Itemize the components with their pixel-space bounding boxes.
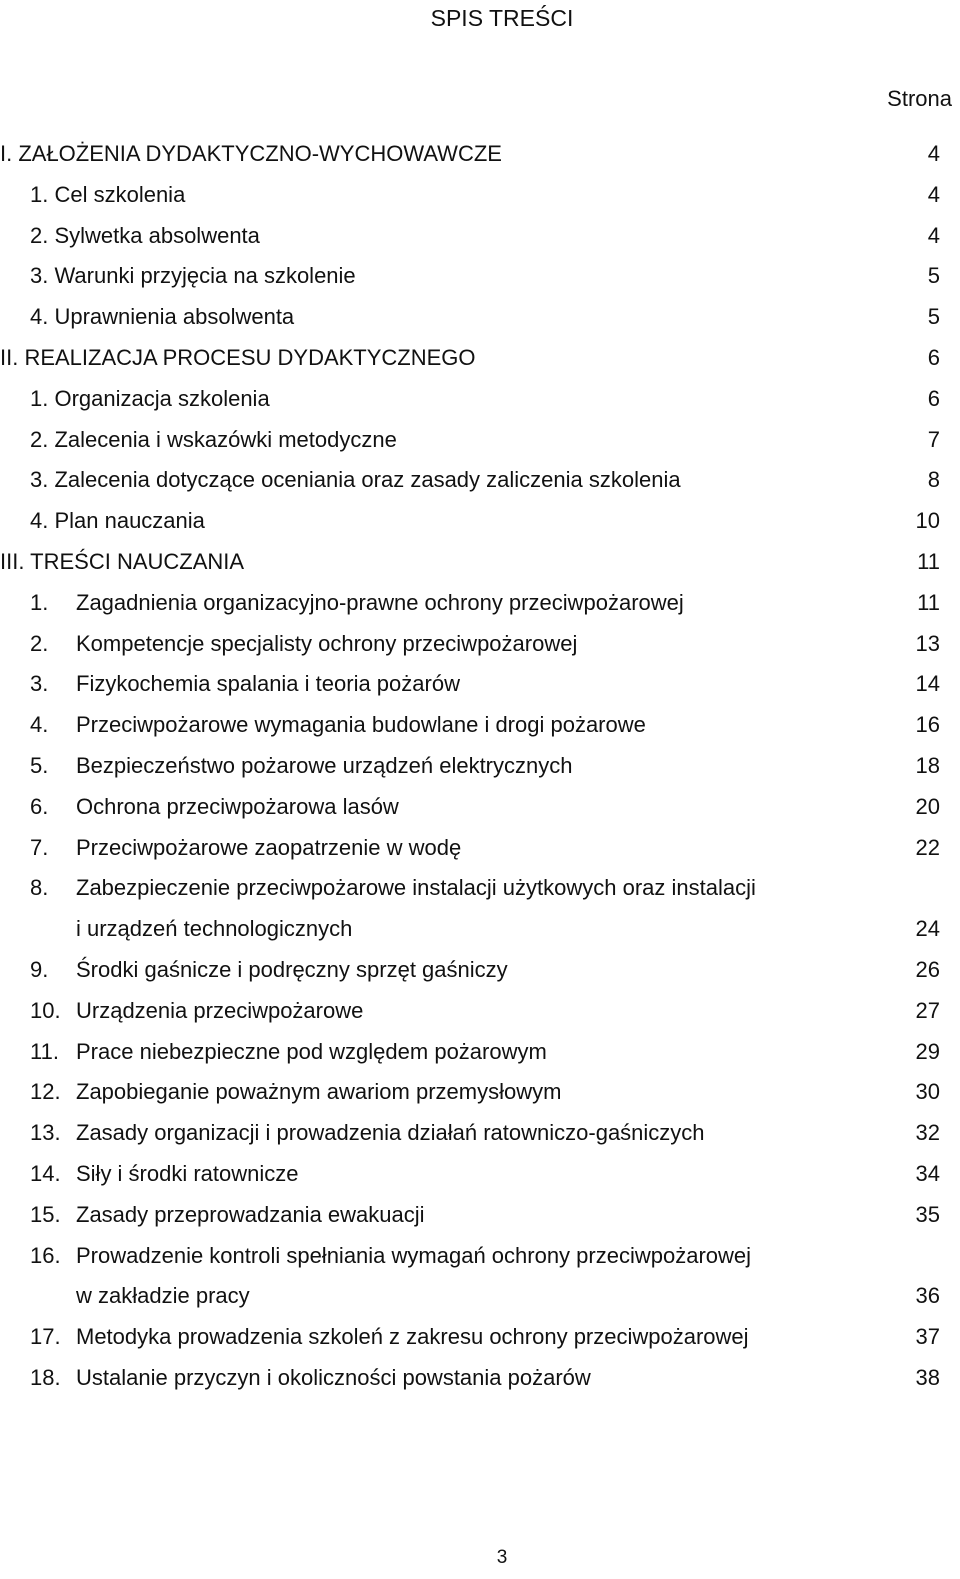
toc-entry-title: Metodyka prowadzenia szkoleń z zakresu ochrony przeciwpożarowej: [76, 1324, 749, 1350]
toc-entry-page: 6: [927, 385, 940, 411]
toc-entry: [0, 1032, 960, 1073]
toc-entry-title: 1. Organizacja szkolenia: [30, 385, 270, 411]
toc-entry: [0, 950, 960, 991]
toc-entry-title: I. ZAŁOŻENIA DYDAKTYCZNO-WYCHOWAWCZE: [0, 141, 502, 166]
toc-entry-number: 10.: [30, 997, 61, 1023]
toc-entry-page: 11: [917, 589, 940, 615]
toc-entry: [0, 297, 960, 338]
toc-entry: [0, 583, 960, 624]
toc-entry: [0, 338, 960, 379]
toc-entry-title: Prowadzenie kontroli spełniania wymagań ochrony przeciwpożarowej: [76, 1242, 752, 1268]
toc-entry: [0, 216, 960, 257]
toc-entry-page: 5: [927, 263, 940, 289]
toc-entry-page: 14: [915, 671, 940, 697]
document-title: SPIS TREŚCI: [430, 5, 574, 31]
toc-entry-title: II. REALIZACJA PROCESU DYDAKTYCZNEGO: [0, 344, 476, 370]
toc-entry-page: 6: [927, 344, 940, 370]
toc-entry-title: 3. Warunki przyjęcia na szkolenie: [30, 263, 356, 289]
toc-entry-number: 12.: [30, 1079, 61, 1105]
toc-entry: [0, 991, 960, 1032]
toc-entry: [0, 746, 960, 787]
toc-entry: [0, 134, 960, 175]
page-number: 3: [496, 1547, 508, 1568]
toc-entry-title: 4. Plan nauczania: [30, 508, 205, 534]
toc-entry: [0, 1276, 960, 1317]
table-of-contents: [0, 134, 960, 1399]
toc-entry-number: 7.: [30, 834, 49, 860]
toc-entry-title: Zasady przeprowadzania ewakuacji: [76, 1201, 425, 1227]
toc-entry: [0, 868, 960, 909]
toc-entry-page: 22: [915, 834, 940, 860]
toc-entry-page: 16: [915, 712, 940, 738]
toc-entry: [0, 1195, 960, 1236]
toc-entry-number: 4.: [30, 712, 49, 738]
toc-entry-page: 4: [927, 141, 940, 166]
toc-entry: [0, 787, 960, 828]
toc-entry-number: 9.: [30, 956, 49, 982]
toc-entry: [0, 1236, 960, 1277]
toc-entry-title: Bezpieczeństwo pożarowe urządzeń elektrycznych: [76, 752, 573, 778]
toc-entry: [0, 542, 960, 583]
toc-entry-page: 35: [915, 1201, 940, 1227]
toc-entry: [0, 1358, 960, 1399]
toc-entry-number: 13.: [30, 1120, 61, 1146]
toc-entry: [0, 175, 960, 216]
toc-entry-page: 18: [915, 752, 940, 778]
toc-entry-title: 2. Sylwetka absolwenta: [30, 222, 260, 248]
toc-entry-title: Przeciwpożarowe zaopatrzenie w wodę: [76, 834, 462, 860]
toc-entry-number: 5.: [30, 752, 49, 778]
toc-entry-page: 4: [927, 222, 940, 248]
toc-entry: [0, 909, 960, 950]
toc-entry-page: 4: [927, 181, 940, 207]
toc-entry-page: 7: [927, 426, 940, 452]
toc-entry-number: 2.: [30, 630, 49, 656]
toc-entry-title: Zagadnienia organizacyjno-prawne ochrony przeciwpożarowej: [76, 589, 684, 615]
toc-entry-page: 26: [915, 956, 940, 982]
toc-entry-number: 17.: [30, 1324, 61, 1350]
toc-entry-page: 5: [927, 304, 940, 330]
toc-entry-title: Fizykochemia spalania i teoria pożarów: [76, 671, 460, 697]
toc-entry-page: 24: [915, 916, 940, 942]
toc-entry-page: 34: [915, 1160, 940, 1186]
toc-entry: [0, 828, 960, 869]
toc-entry-number: 1.: [30, 589, 49, 615]
toc-entry-page: 30: [915, 1079, 940, 1105]
toc-entry-title: Zasady organizacji i prowadzenia działań ratowniczo-gaśniczych: [76, 1120, 705, 1146]
toc-entry-number: 16.: [30, 1242, 61, 1268]
toc-entry-number: 8.: [30, 875, 49, 901]
toc-entry: [0, 1072, 960, 1113]
toc-entry: [0, 379, 960, 420]
toc-entry-title: Siły i środki ratownicze: [76, 1160, 299, 1186]
page-column-label: Strona: [887, 86, 952, 111]
toc-entry-page: 29: [915, 1038, 940, 1064]
toc-entry: [0, 705, 960, 746]
toc-entry-page: 38: [915, 1364, 940, 1390]
toc-entry-number: 3.: [30, 671, 49, 697]
toc-entry-page: 32: [915, 1120, 940, 1146]
toc-entry: [0, 1113, 960, 1154]
toc-entry: [0, 420, 960, 461]
toc-entry: [0, 1317, 960, 1358]
toc-entry-title: 3. Zalecenia dotyczące oceniania oraz zasady zaliczenia szkolenia: [30, 467, 681, 493]
toc-entry: [0, 624, 960, 665]
toc-entry-title: 1. Cel szkolenia: [30, 181, 186, 207]
toc-entry: [0, 1154, 960, 1195]
toc-entry-title: Przeciwpożarowe wymagania budowlane i drogi pożarowe: [76, 712, 646, 738]
toc-entry-title: Zapobieganie poważnym awariom przemysłowym: [76, 1079, 562, 1105]
toc-entry: [0, 664, 960, 705]
toc-entry-title: Urządzenia przeciwpożarowe: [76, 997, 364, 1023]
toc-entry-title: i urządzeń technologicznych: [76, 916, 353, 942]
toc-entry: [0, 256, 960, 297]
toc-entry-title: Zabezpieczenie przeciwpożarowe instalacji użytkowych oraz instalacji: [76, 875, 756, 901]
toc-entry-title: 2. Zalecenia i wskazówki metodyczne: [30, 426, 397, 452]
toc-entry-number: 11.: [30, 1038, 59, 1064]
toc-entry-number: 18.: [30, 1364, 61, 1390]
toc-entry-title: Prace niebezpieczne pod względem pożarowym: [76, 1038, 547, 1064]
toc-entry-number: 6.: [30, 793, 49, 819]
toc-entry-title: Kompetencje specjalisty ochrony przeciwpożarowej: [76, 630, 578, 656]
toc-entry-page: 36: [915, 1283, 940, 1309]
toc-entry-page: 13: [915, 630, 940, 656]
toc-entry-page: 8: [927, 467, 940, 493]
toc-entry-title: w zakładzie pracy: [76, 1283, 250, 1309]
toc-entry-title: 4. Uprawnienia absolwenta: [30, 304, 295, 330]
toc-entry-title: Ochrona przeciwpożarowa lasów: [76, 793, 399, 819]
toc-entry-page: 10: [915, 508, 940, 534]
toc-entry-page: 20: [915, 793, 940, 819]
toc-entry-number: 15.: [30, 1201, 61, 1227]
toc-entry-number: 14.: [30, 1160, 61, 1186]
toc-entry-title: Ustalanie przyczyn i okoliczności powstania pożarów: [76, 1364, 591, 1390]
toc-entry-title: III. TREŚCI NAUCZANIA: [0, 548, 245, 574]
toc-entry-page: 11: [917, 548, 940, 574]
toc-entry-page: 27: [915, 997, 940, 1023]
toc-entry-title: Środki gaśnicze i podręczny sprzęt gaśniczy: [76, 956, 508, 982]
toc-entry: [0, 501, 960, 542]
toc-entry: [0, 460, 960, 501]
toc-entry-page: 37: [915, 1324, 940, 1350]
